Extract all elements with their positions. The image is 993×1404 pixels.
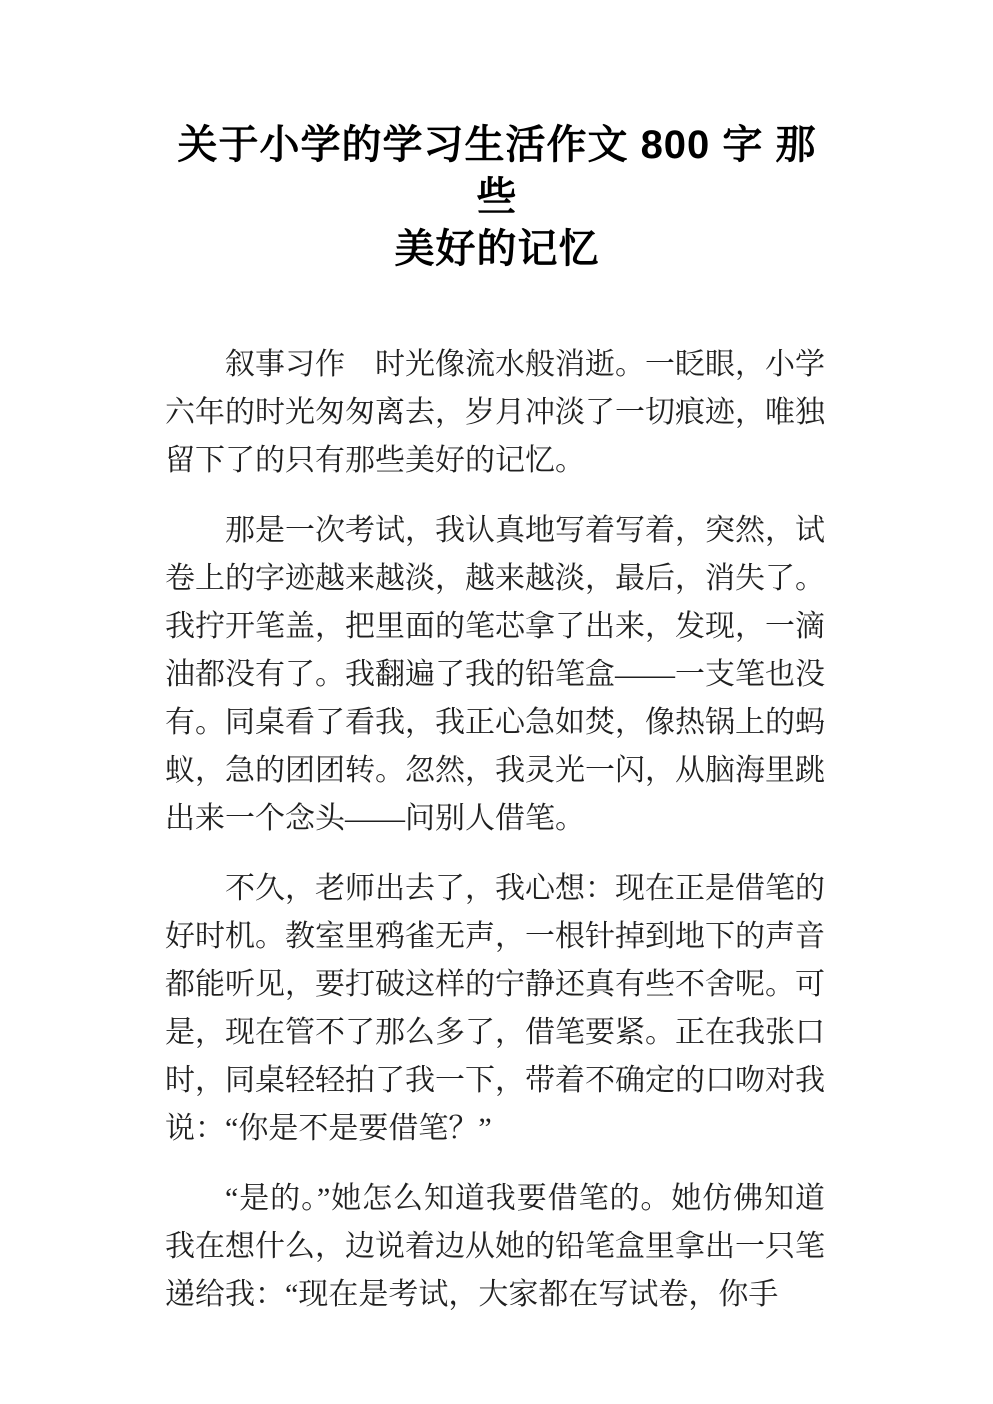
document-title-line-1: 关于小学的学习生活作文 800 字 那些 (177, 123, 817, 219)
essay-paragraph-1: 叙事习作 时光像流水般消逝。一眨眼，小学六年的时光匆匆离去，岁月冲淡了一切痕迹，唯独留下了的只有那些美好的记忆。 (165, 348, 825, 477)
essay-paragraph-3: 不久，老师出去了，我心想：现在正是借笔的好时机。教室里鸦雀无声，一根针掉到地下的声音都能听见，要打破这样的宁静还真有些不舍呢。可是，现在管不了那么多了，借笔要紧。正在我张口时，同桌轻轻拍了我一下，带着不确定的口吻对我说：“你是不是要借笔？” (165, 872, 825, 1145)
document-title (165, 119, 829, 275)
essay-paragraph-4: “是的。”她怎么知道我要借笔的。她仿佛知道我在想什么，边说着边从她的铅笔盒里拿出一只笔递给我：“现在是考试，大家都在写试卷，你手 (165, 1182, 825, 1311)
essay-body (165, 341, 825, 1319)
document-title-line-2: 美好的记忆 (394, 227, 600, 271)
essay-paragraph-2: 那是一次考试，我认真地写着写着，突然，试卷上的字迹越来越淡，越来越淡，最后，消失了。我拧开笔盖，把里面的笔芯拿了出来，发现，一滴油都没有了。我翻遍了我的铅笔盒——一支笔也没有。同桌看了看我，我正心急如焚，像热锅上的蚂蚁，急的团团转。忽然，我灵光一闪，从脑海里跳出来一个念头——问别人借笔。 (165, 514, 825, 835)
